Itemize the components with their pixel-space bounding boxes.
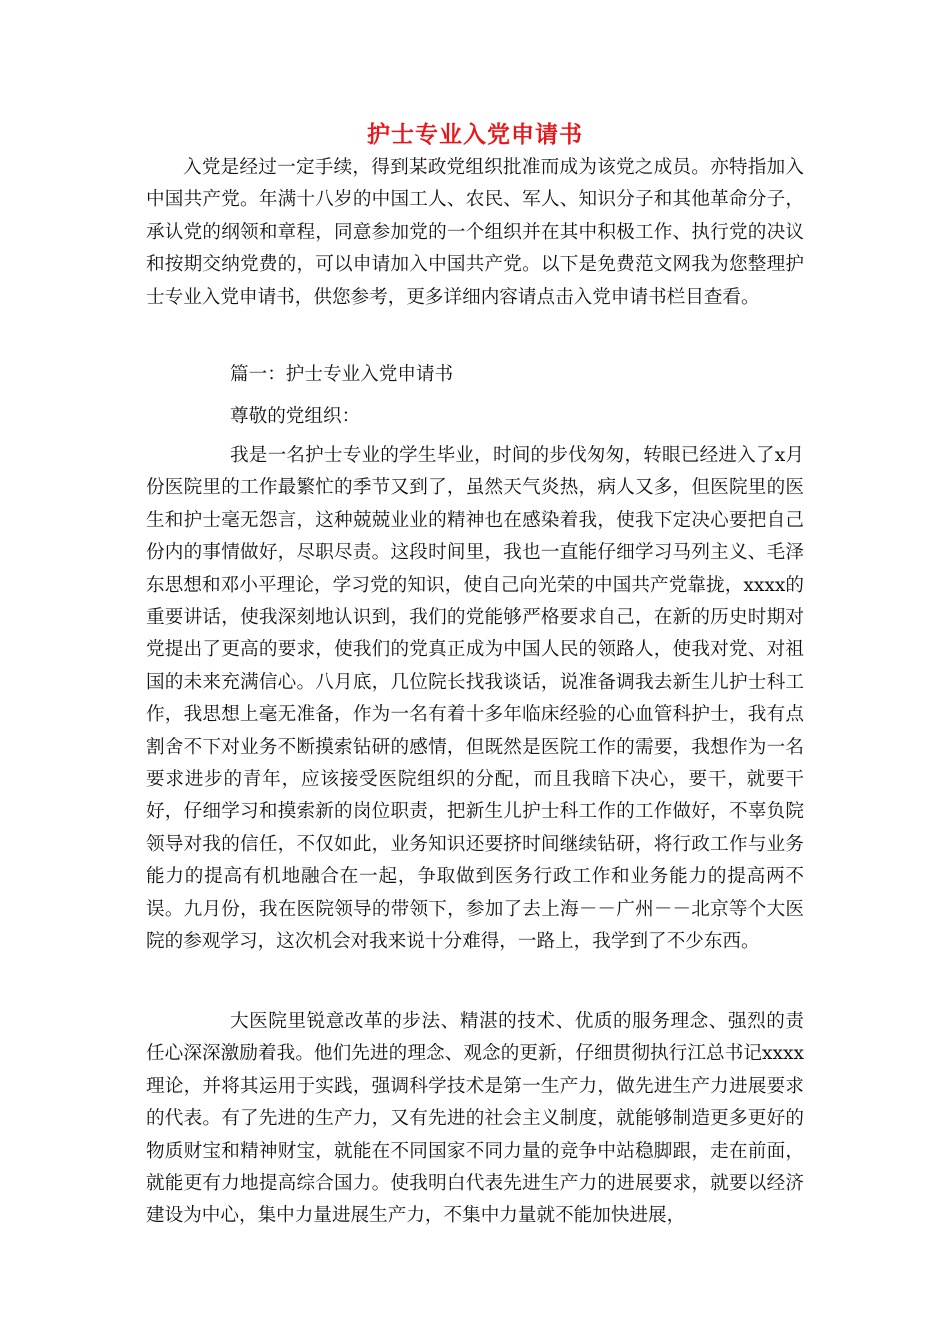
salutation: 尊敬的党组织： xyxy=(230,406,361,427)
section-heading: 篇一：护士专业入党申请书 xyxy=(230,364,454,385)
body-paragraph-2: 大医院里锐意改革的步法、精湛的技术、优质的服务理念、强烈的责任心深深激励着我。他们先进的理念、观念的更新，仔细贯彻执行江总书记xxxx理论，并将其运用于实践，强调科学技术是第一生产力，做先进生产力进展要求的代表。有了先进的生产力，又有先进的社会主义制度，就能够制造更多更好的物质财宝和精神财宝，就能在不同国家不同力量的竞争中站稳脚跟，走在前面，就能更有力地提高综合国力。使我明白代表先进生产力的进展要求，就要以经济建设为中心，集中力量进展生产力，不集中力量就不能加快进展， xyxy=(146,1011,804,1227)
intro-paragraph: 入党是经过一定手续，得到某政党组织批准而成为该党之成员。亦特指加入中国共产党。年满十八岁的中国工人、农民、军人、知识分子和其他革命分子，承认党的纲领和章程，同意参加党的一个组织并在其中积极工作、执行党的决议和按期交纳党费的，可以申请加入中国共产党。以下是免费范文网我为您整理护士专业入党申请书，供您参考，更多详细内容请点击入党申请书栏目查看。 xyxy=(146,157,804,308)
body-paragraph-1: 我是一名护士专业的学生毕业，时间的步伐匆匆，转眼已经进入了x月份医院里的工作最繁忙的季节又到了，虽然天气炎热，病人又多，但医院里的医生和护士毫无怨言，这种兢兢业业的精神也在感染着我，使我下定决心要把自己份内的事情做好，尽职尽责。这段时间里，我也一直能仔细学习马列主义、毛泽东思想和邓小平理论，学习党的知识，使自己向光荣的中国共产党靠拢，xxxx的重要讲话，使我深刻地认识到，我们的党能够严格要求自己，在新的历史时期对党提出了更高的要求，使我们的党真正成为中国人民的领路人，使我对党、对祖国的未来充满信心。八月底，几位院长找我谈话，说准备调我去新生儿护士科工作，我思想上毫无准备，作为一名有着十多年临床经验的心血管科护士，我有点割舍不下对业务不断摸索钻研的感情，但既然是医院工作的需要，我想作为一名要求进步的青年，应该接受医院组织的分配，而且我暗下决心，要干，就要干好，仔细学习和摸索新的岗位职责，把新生儿护士科工作的工作做好，不辜负院领导对我的信任，不仅如此，业务知识还要挤时间继续钻研，将行政工作与业务能力的提高有机地融合在一起，争取做到医务行政工作和业务能力的提高两不误。九月份，我在医院领导的带领下，参加了去上海－－广州－－北京等个大医院的参观学习，这次机会对我来说十分难得，一路上，我学到了不少东西。 xyxy=(146,445,804,953)
document-title: 护士专业入党申请书 xyxy=(367,122,583,148)
